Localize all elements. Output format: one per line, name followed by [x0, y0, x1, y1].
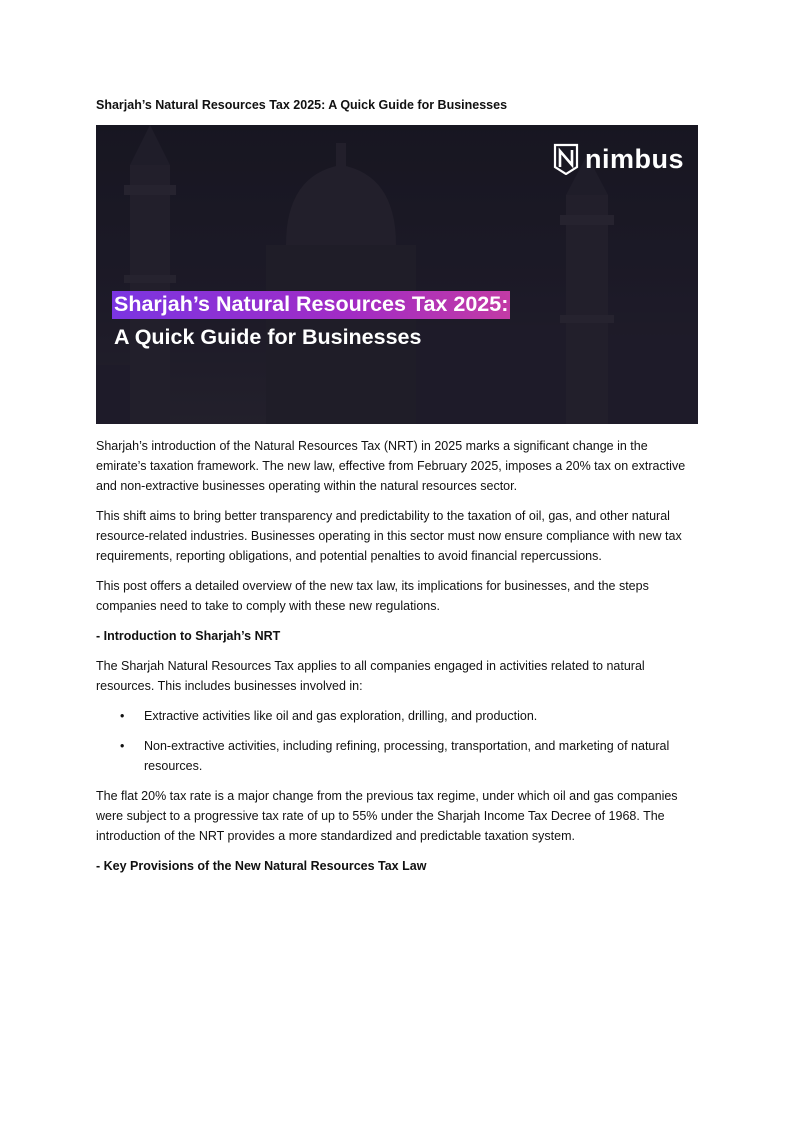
bullet-icon: •: [120, 709, 125, 723]
headline-line-2: A Quick Guide for Businesses: [114, 325, 422, 349]
nimbus-logo-icon: [553, 143, 579, 175]
bullet-icon: •: [120, 739, 125, 753]
paragraph-transparency: This shift aims to bring better transparency and predictability to the taxation of oil, gas, and other natural resource-related industries. Businesses operating in this sector must now ensure compliance with new tax requirements, reporting obligations, and potential penalties to avoid financial repercussions.: [96, 509, 682, 563]
paragraph-intro: Sharjah’s introduction of the Natural Resources Tax (NRT) in 2025 marks a significant change in the emirate’s taxation framework. The new law, effective from February 2025, imposes a 20% tax on extractive and non-extractive businesses operating within the natural resources sector.: [96, 439, 686, 493]
hero-banner: [96, 125, 698, 424]
paragraph-applies-to: The Sharjah Natural Resources Tax applies to all companies engaged in activities related to natural resources. This includes businesses involved in:: [96, 659, 645, 693]
paragraph-tax-rate: The flat 20% tax rate is a major change from the previous tax regime, under which oil and gas companies were subject to a progressive tax rate of up to 55% under the Sharjah Income Tax Decree of 1968. The introduction of the NRT provides a more standardized and predictable taxation system.: [96, 789, 678, 843]
list-item: • Extractive activities like oil and gas exploration, drilling, and production.: [96, 706, 698, 726]
article-body: [96, 436, 698, 886]
list-item: • Non-extractive activities, including refining, processing, transportation, and marketing of natural resources.: [96, 736, 698, 776]
activities-list: [96, 706, 698, 776]
nimbus-logo: [553, 143, 684, 175]
logo-wordmark: nimbus: [584, 144, 684, 174]
banner-headline: [112, 291, 510, 350]
headline-line-1: Sharjah’s Natural Resources Tax 2025:: [112, 291, 510, 319]
paragraph-overview: This post offers a detailed overview of the new tax law, its implications for businesses, and the steps companies need to take to comply with these new regulations.: [96, 579, 649, 613]
document-title: Sharjah’s Natural Resources Tax 2025: A Quick Guide for Businesses: [96, 98, 508, 112]
section-heading-introduction: - Introduction to Sharjah’s NRT: [96, 629, 281, 643]
section-heading-key-provisions: - Key Provisions of the New Natural Resources Tax Law: [96, 859, 427, 873]
